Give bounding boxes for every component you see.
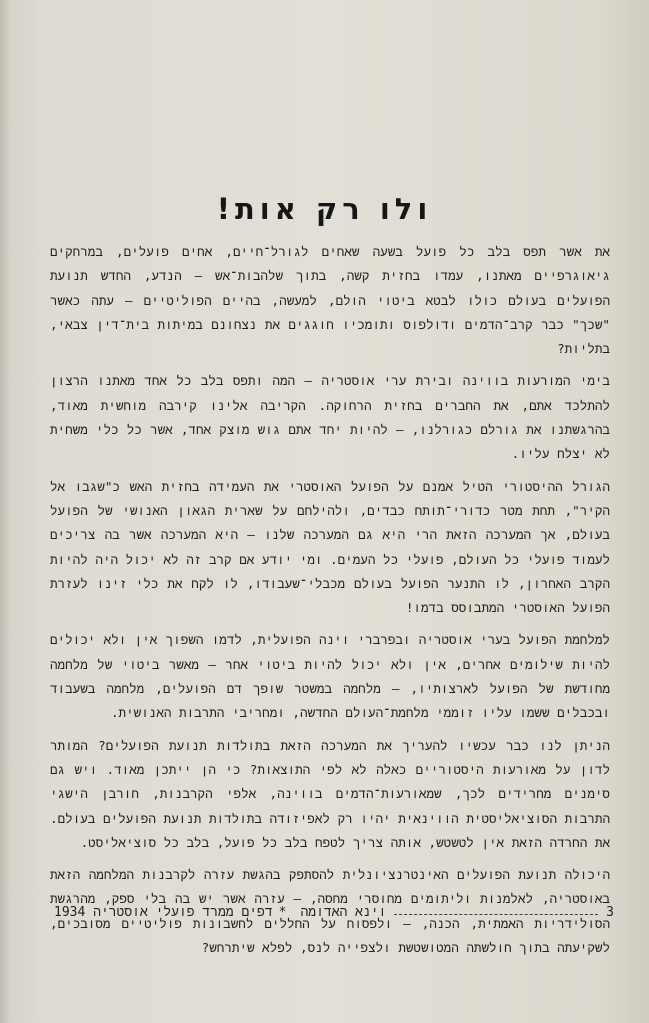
- paragraph-6: היכולה תנועת הפועלים האינטרנציונלית להסתפק בהגשת עזרה לקרבנות המלחמה הזאת באוסטריה, לאלמנות וליתומים מחוסרי מחסה, – עזרה אשר יש בה בלי ספק, מהרגשת הסולידריות האמתית, הכנה, – ולפסוח על החללים לחשבונות פוליטיים מסובכים, לשקיעתה בתוך חולשתה המטושטשת ולצפייה לנס, לפלא שיתרחש?: [50, 867, 610, 956]
- footer-text: [48, 905, 386, 920]
- paragraph-1: את אשר תפס בלב כל פועל בשעה שאחים לגורל־חיים, אחים פועלים, במרחקים גיאוגרפיים מאתנו, עמדו בחזית קשה, בתוך שלהבות־אש – הנדע, החדש תנועת הפועלים בעולם כולו לבטא ביטוי הולם, למעשה, בהיים הפוליטיים – עתה כאשר "שכך" כבר קרב־הדמים ודולפוס ותומכיו חוגגים את נצחונם במיתות בית־דין צבאי, בתליות?: [50, 244, 610, 357]
- paragraph-2: בימי המורעות בווינה ובירת ערי אוסטריה – המה ותפס בלב כל אחד מאתנו הרצון להתלכד אתם, את החברים בחזית הרחוקה. הקריבה אלינו קירבה מוחשית מאוד, בהרגשתנו את גורלם כגורלנו, – להיות יחד אתם גוש מוצק אחד, אשר כל כלי משחית לא יצלח עליו.: [50, 373, 610, 462]
- article-body: [50, 240, 610, 968]
- footer-subtitle: דפים ממרד פועלי אוסטריה 1934: [54, 905, 273, 920]
- page-number: 3: [606, 905, 614, 920]
- footer-publication: וינא האדומה: [300, 905, 387, 920]
- paragraph-5: הניתן לנו כבר עכשיו להעריך את המערכה הזאת בתולדות תנועת הפועלים? המותר לדון על מאורעות היסטוריים כאלה לא לפי התוצאות? כי הן ייתכן מאוד. ויש גם סימנים מחרידים לכך, שמאורעות־הדמים בווינה, אלפי הקרבנות, חורבן הישגי התרבות הסוציאליסטית הווינאית יהיו רק לאפיזודה בתולדות תנועת הפועלים בעולם. את החרדה הזאת אין לטשטש, אותה צריך לטפח בלב כל פועל, בלב כל סוציאליסט.: [50, 737, 610, 850]
- footer-dashed-rule: [394, 914, 598, 915]
- paragraph-3: הגורל ההיסטורי הטיל אמנם על הפועל האוסטרי את העמידה בחזית האש כ"שגבו אל הקיר", תחת מטר כדורי־תותח כבדים, ולהילחם על שארית הגאון האנושי של הפועל בעולם, אך המערכה הזאת הרי היא גם המערכה שלנו – היא המערכה אשר בה צריכים לעמוד פועלי כל העולם, פועלי כל העמים. ומי יודע אם קרב זה לא יכול היה להיות הקרב האחרון, לו התנער הפועל בעולם מכבלי־שעבודו, לו לקח את כלי זינו לעזרת הפועל האוסטרי המתבוסס בדמו!: [50, 478, 610, 616]
- page-footer: [48, 905, 614, 920]
- paragraph-4: למלחמת הפועל בערי אוסטריה ובפרברי וינה הפועלית, לדמו השפוך אין ולא יכולים להיות שילומים אחרים, אין ולא יכול להיות ביטוי אחר – מאשר ביטוי של מלחמה מחודשת של הפועל לארצותיו, – מלחמה במשטר שופך דם הפועלים, מלחמה בשעבוד ובכבלים ששמו עליו זוממי מלחמת־העולם החדשה, ומחריבי התרבות האנושית.: [50, 632, 610, 721]
- page-title: ולו רק אות!: [216, 192, 433, 226]
- footer-separator: *: [278, 905, 287, 920]
